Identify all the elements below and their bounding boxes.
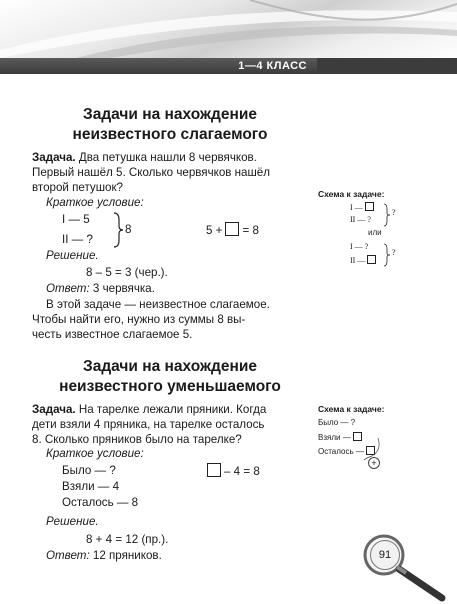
page-number: 91 xyxy=(370,540,400,570)
section2-task-line2: дети взяли 4 пряника, на тарелке осталось xyxy=(32,418,265,431)
section1-title-line2: неизвестного слагаемого xyxy=(72,126,268,143)
scheme-box-icon xyxy=(365,202,374,211)
section1-condition-second: II — ? xyxy=(62,233,93,246)
section2-solution: 8 + 4 = 12 (пр.). xyxy=(86,533,169,546)
section1-condition-first: I — 5 xyxy=(62,213,90,226)
scheme1-brace-icon xyxy=(383,203,391,227)
section2-answer: Ответ: 12 пряников. xyxy=(46,549,162,562)
section2-title-line1: Задачи на нахождение xyxy=(83,358,257,375)
scheme2-plus-icon: + xyxy=(368,457,380,469)
unknown-box-icon xyxy=(225,222,239,236)
section2-equation: – 4 = 8 xyxy=(204,463,260,480)
scheme1-a-second: II — ? xyxy=(350,215,371,224)
scheme2-took: Взяли — xyxy=(318,432,362,442)
scheme1-a-question: ? xyxy=(392,208,396,217)
header-swoosh-decoration xyxy=(0,0,457,62)
section2-short-condition-label: Краткое условие: xyxy=(46,447,144,460)
section1-explanation-line1: В этой задаче — неизвестное слагаемое. xyxy=(46,298,270,311)
section1-brace-icon xyxy=(112,212,124,248)
section1-task-line3: второй петушок? xyxy=(32,181,123,194)
section1-equation: 5 + = 8 xyxy=(206,224,259,237)
section1-answer: Ответ: 3 червячка. xyxy=(46,282,155,295)
section2-condition-was: Было — ? xyxy=(62,464,116,477)
section1-condition-total: 8 xyxy=(125,223,132,236)
section2-condition-took: Взяли — 4 xyxy=(62,480,120,493)
section1-explanation-line3: честь известное слагаемое 5. xyxy=(32,328,193,341)
section2-condition-left: Осталось — 8 xyxy=(62,496,139,509)
section1-explanation-line2: Чтобы найти его, нужно из суммы 8 вы- xyxy=(32,313,246,326)
scheme1-brace-icon-2 xyxy=(383,243,391,267)
scheme1-b-second: II — xyxy=(350,255,376,265)
scheme1-b-first: I — ? xyxy=(350,242,369,251)
section2-title-line2: неизвестного уменьшаемого xyxy=(59,378,281,395)
scheme1-b-question: ? xyxy=(392,248,396,257)
section1-solution-label: Решение. xyxy=(46,249,99,262)
unknown-box-icon xyxy=(207,463,221,477)
section1-solution: 8 – 5 = 3 (чер.). xyxy=(86,266,168,279)
grade-label: 1—4 КЛАСС xyxy=(238,60,307,72)
scheme1-or: или xyxy=(368,228,382,237)
scheme2-was: Было — ? xyxy=(318,418,356,427)
grade-bar-accent xyxy=(317,58,457,74)
section1-scheme-title: Схема к задаче: xyxy=(318,189,385,199)
section1-task-line2: Первый нашёл 5. Сколько червячков нашёл xyxy=(32,166,271,179)
scheme-box-icon xyxy=(367,255,376,264)
section2-scheme-title: Схема к задаче: xyxy=(318,404,385,414)
section1-short-condition-label: Краткое условие: xyxy=(46,196,144,209)
section2-task-line1: Задача. На тарелке лежали пряники. Когда xyxy=(32,403,267,416)
section2-solution-label: Решение. xyxy=(46,515,99,528)
section2-task-line3: 8. Сколько пряников было на тарелке? xyxy=(32,433,242,446)
section1-task-line1: Задача. Два петушка нашли 8 червячков. xyxy=(32,151,257,164)
scheme1-a-first: I — xyxy=(350,202,374,212)
scheme2-left: Осталось — xyxy=(318,446,375,456)
section1-title-line1: Задачи на нахождение xyxy=(83,106,257,123)
